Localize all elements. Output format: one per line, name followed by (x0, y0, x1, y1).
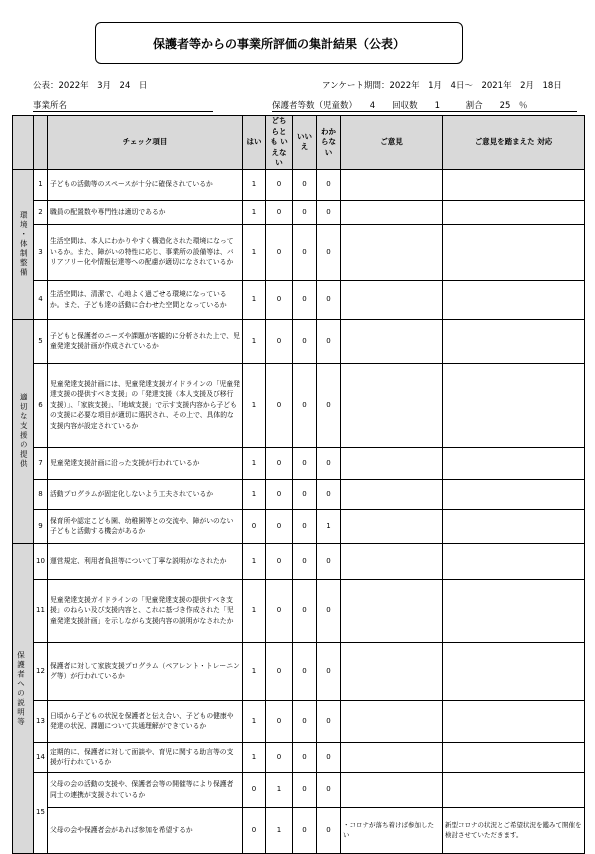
yes-count: 1 (243, 742, 266, 772)
row-number: 3 (34, 224, 48, 280)
header-response: ご意見を踏まえた 対応 (443, 116, 585, 170)
response-cell (443, 169, 585, 200)
response-cell (443, 224, 585, 280)
neither-count: 0 (266, 700, 293, 742)
no-count: 0 (293, 807, 317, 853)
no-count: 0 (293, 479, 317, 509)
table-row (13, 642, 585, 700)
opinion-cell (341, 280, 443, 319)
unknown-count: 0 (317, 700, 341, 742)
row-number: 4 (34, 280, 48, 319)
yes-count: 1 (243, 280, 266, 319)
unknown-count: 0 (317, 447, 341, 479)
neither-count: 0 (266, 642, 293, 700)
yes-count: 1 (243, 363, 266, 447)
unknown-count: 0 (317, 479, 341, 509)
header-neither: どちらとも いえない (266, 116, 293, 170)
check-item: 生活空間は、本人にわかりやすく構造化された環境になっているか。また、障がいの特性に応じ、事業所の設備等は、バリアフリー化や情報伝達等への配慮が適切になされているか (48, 224, 243, 280)
opinion-cell (341, 224, 443, 280)
response-cell (443, 772, 585, 807)
row-number: 13 (34, 700, 48, 742)
row-number: 15 (34, 772, 48, 853)
yes-count: 1 (243, 169, 266, 200)
response-cell (443, 479, 585, 509)
row-number: 8 (34, 479, 48, 509)
response-cell (443, 742, 585, 772)
response-cell (443, 363, 585, 447)
check-item: 子どもの活動等のスペースが十分に確保されているか (48, 169, 243, 200)
neither-count: 0 (266, 224, 293, 280)
no-count: 0 (293, 642, 317, 700)
office-name-label: 事業所名 (33, 101, 68, 111)
unknown-count: 0 (317, 642, 341, 700)
table-row (13, 543, 585, 579)
table-row (13, 807, 585, 853)
header-unknown: わからない (317, 116, 341, 170)
unknown-count: 1 (317, 509, 341, 543)
no-count: 0 (293, 447, 317, 479)
no-count: 0 (293, 363, 317, 447)
evaluation-table (12, 115, 585, 854)
opinion-cell (341, 700, 443, 742)
neither-count: 0 (266, 200, 293, 224)
opinion-cell (341, 447, 443, 479)
neither-count: 0 (266, 169, 293, 200)
no-count: 0 (293, 509, 317, 543)
response-cell (443, 543, 585, 579)
opinion-cell (341, 742, 443, 772)
row-number: 5 (34, 319, 48, 363)
unknown-count: 0 (317, 543, 341, 579)
yes-count: 1 (243, 479, 266, 509)
no-count: 0 (293, 224, 317, 280)
yes-count: 1 (243, 543, 266, 579)
table-row (13, 169, 585, 200)
no-count: 0 (293, 579, 317, 642)
row-number: 9 (34, 509, 48, 543)
office-name-underline (33, 111, 213, 112)
table-row (13, 224, 585, 280)
neither-count: 1 (266, 772, 293, 807)
opinion-cell (341, 642, 443, 700)
check-item: 定期的に、保護者に対して面談や、育児に関する助言等の支援が行われているか (48, 742, 243, 772)
no-count: 0 (293, 543, 317, 579)
unknown-count: 0 (317, 280, 341, 319)
table-header-row (13, 116, 585, 170)
row-number: 11 (34, 579, 48, 642)
row-number: 6 (34, 363, 48, 447)
check-item: 保護者に対して家族支援プログラム（ペアレント・トレーニング等）が行われているか (48, 642, 243, 700)
opinion-cell (341, 319, 443, 363)
row-number: 10 (34, 543, 48, 579)
row-number: 12 (34, 642, 48, 700)
unknown-count: 0 (317, 772, 341, 807)
neither-count: 0 (266, 742, 293, 772)
header-check-item: チェック項目 (48, 116, 243, 170)
unknown-count: 0 (317, 200, 341, 224)
yes-count: 1 (243, 447, 266, 479)
response-cell (443, 700, 585, 742)
table-row (13, 479, 585, 509)
header-cat (13, 116, 34, 170)
unknown-count: 0 (317, 319, 341, 363)
opinion-cell (341, 579, 443, 642)
opinion-cell (341, 509, 443, 543)
yes-count: 0 (243, 772, 266, 807)
table-row (13, 200, 585, 224)
check-item: 児童発達支援計画には、児童発達支援ガイドラインの「児童発達支援の提供すべき支援」の「発達支援（本人支援及び移行支援）」、「家族支援」、「地域支援」で示す支援内容から子どもの支援に必要な項目が適切に選択され、その上で、具体的な支援内容が設定されているか (48, 363, 243, 447)
unknown-count: 0 (317, 807, 341, 853)
opinion-cell (341, 363, 443, 447)
category-environment: 環境・体制整備 (13, 169, 34, 319)
yes-count: 1 (243, 200, 266, 224)
opinion-cell (341, 772, 443, 807)
check-item: 子どもと保護者のニーズや課題が客観的に分析された上で、児童発達支援計画が作成されているか (48, 319, 243, 363)
check-item: 保育所や認定こども園、幼稚園等との交流や、障がいのない子どもと活動する機会があるか (48, 509, 243, 543)
check-item: 児童発達支援ガイドラインの「児童発達支援の提供すべき支援」のねらい及び支援内容と、これに基づき作成された「児童発達支援計画」を示しながら支援内容の説明がなされたか (48, 579, 243, 642)
stats-underline (272, 111, 577, 112)
neither-count: 0 (266, 479, 293, 509)
survey-stats: 保護者等数（児童数） 4 回収数 1 割合 25 ％ (272, 101, 528, 111)
table-row (13, 319, 585, 363)
response-cell (443, 447, 585, 479)
no-count: 0 (293, 169, 317, 200)
neither-count: 1 (266, 807, 293, 853)
header-no (34, 116, 48, 170)
check-item: 活動プログラムが固定化しないよう工夫されているか (48, 479, 243, 509)
no-count: 0 (293, 280, 317, 319)
opinion-cell (341, 200, 443, 224)
neither-count: 0 (266, 509, 293, 543)
neither-count: 0 (266, 447, 293, 479)
yes-count: 1 (243, 642, 266, 700)
publish-date: 公表：2022年 3月 24 日 (33, 81, 148, 91)
no-count: 0 (293, 319, 317, 363)
yes-count: 1 (243, 319, 266, 363)
category-support: 適切な支援の提供 (13, 319, 34, 543)
neither-count: 0 (266, 543, 293, 579)
table-row (13, 742, 585, 772)
response-cell (443, 642, 585, 700)
check-item: 児童発達支援計画に沿った支援が行われているか (48, 447, 243, 479)
yes-count: 1 (243, 224, 266, 280)
no-count: 0 (293, 700, 317, 742)
header-no-answer: いいえ (293, 116, 317, 170)
table-row (13, 447, 585, 479)
yes-count: 0 (243, 807, 266, 853)
yes-count: 0 (243, 509, 266, 543)
check-item: 父母の会や保護者会があれば参加を希望するか (48, 807, 243, 853)
table-row (13, 700, 585, 742)
yes-count: 1 (243, 579, 266, 642)
response-cell (443, 509, 585, 543)
table-row (13, 509, 585, 543)
opinion-cell (341, 479, 443, 509)
row-number: 2 (34, 200, 48, 224)
neither-count: 0 (266, 579, 293, 642)
unknown-count: 0 (317, 224, 341, 280)
response-cell (443, 280, 585, 319)
check-item: 生活空間は、清潔で、心地よく過ごせる環境になっているか。また、子ども達の活動に合わせた空間となっているか (48, 280, 243, 319)
check-item: 父母の会の活動の支援や、保護者会等の開催等により保護者同士の連携が支援されているか (48, 772, 243, 807)
response-cell: 新型コロナの状況とご希望状況を鑑みて開催を検討させていただきます。 (443, 807, 585, 853)
opinion-cell: ・コロナが落ち着けば参加したい (341, 807, 443, 853)
category-explanation: 保護者への説明等 (13, 543, 34, 853)
check-item: 職員の配置数や専門性は適切であるか (48, 200, 243, 224)
row-number: 1 (34, 169, 48, 200)
neither-count: 0 (266, 363, 293, 447)
unknown-count: 0 (317, 363, 341, 447)
response-cell (443, 200, 585, 224)
survey-period: アンケート期間：2022年 1月 4日～ 2021年 2月 18日 (322, 81, 562, 91)
check-item: 運営規定、利用者負担等について丁寧な説明がなされたか (48, 543, 243, 579)
no-count: 0 (293, 742, 317, 772)
unknown-count: 0 (317, 742, 341, 772)
table-row (13, 363, 585, 447)
unknown-count: 0 (317, 169, 341, 200)
neither-count: 0 (266, 280, 293, 319)
table-row (13, 772, 585, 807)
response-cell (443, 319, 585, 363)
page-title: 保護者等からの事業所評価の集計結果（公表） (95, 22, 463, 64)
response-cell (443, 579, 585, 642)
table-row (13, 579, 585, 642)
opinion-cell (341, 169, 443, 200)
header-yes: はい (243, 116, 266, 170)
no-count: 0 (293, 200, 317, 224)
row-number: 7 (34, 447, 48, 479)
no-count: 0 (293, 772, 317, 807)
check-item: 日頃から子どもの状況を保護者と伝え合い、子どもの健康や発達の状況、課題について共通理解ができているか (48, 700, 243, 742)
header-opinion: ご意見 (341, 116, 443, 170)
table-row (13, 280, 585, 319)
yes-count: 1 (243, 700, 266, 742)
opinion-cell (341, 543, 443, 579)
unknown-count: 0 (317, 579, 341, 642)
neither-count: 0 (266, 319, 293, 363)
row-number: 14 (34, 742, 48, 772)
